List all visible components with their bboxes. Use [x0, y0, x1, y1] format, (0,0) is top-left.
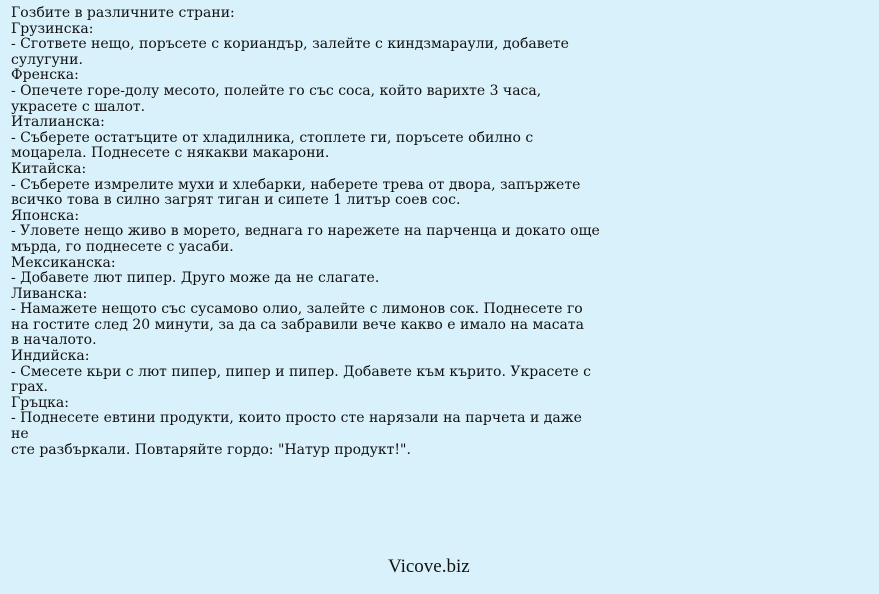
section-text-line: грах.: [11, 379, 48, 396]
section-text-line: на гостите след 20 минути, за да са забравили вече какво е имало на масата: [11, 316, 584, 333]
section-heading-mexican: Мексиканска:: [11, 254, 116, 271]
section-heading-lebanese: Ливанска:: [11, 285, 88, 302]
document-body: [11, 6, 601, 458]
section-text-line: - Добавете лют пипер. Друго може да не слагате.: [11, 270, 380, 287]
section-text-line: - Съберете измрелите мухи и хлебарки, наберете трева от двора, запържете: [11, 176, 581, 193]
section-heading-georgian: Грузинска:: [11, 20, 94, 37]
section-heading-italian: Италианска:: [11, 114, 105, 131]
section-text-line: мърда, го поднесете с уасаби.: [11, 238, 234, 255]
section-text-line: - Смесете кьри с лют пипер, пипер и пипер. Добавете към кърито. Украсете с: [11, 363, 591, 380]
section-text-line: - Съберете остатъците от хладилника, стоплете ги, поръсете обилно с: [11, 129, 534, 146]
section-text-line: сулугуни.: [11, 51, 83, 68]
section-text-line: - Уловете нещо живо в морето, веднага го нарежете на парченца и докато още: [11, 223, 600, 240]
section-heading-japanese: Японска:: [11, 207, 80, 224]
section-heading-chinese: Китайска:: [11, 160, 87, 177]
document-title: Гозбите в различните страни:: [11, 5, 235, 21]
site-watermark: Vicove.biz: [388, 556, 470, 577]
section-heading-french: Френска:: [11, 67, 79, 84]
section-heading-greek: Гръцка:: [11, 394, 69, 411]
section-text-line: - Намажете нещото със сусамово олио, залейте с лимонов сок. Поднесете го: [11, 301, 583, 318]
section-text-line: моцарела. Поднесете с някакви макарони.: [11, 145, 330, 162]
section-text-line: в началото.: [11, 332, 97, 349]
section-text-line: - Опечете горе-долу месото, полейте го със соса, който варихте 3 часа,: [11, 82, 542, 99]
section-text-line: - Сгответе нещо, поръсете с кориандър, залейте с киндзмараули, добавете: [11, 36, 569, 53]
section-text-line: сте разбъркали. Повтаряйте гордо: "Натур продукт!".: [11, 441, 411, 458]
section-text-line: - Поднесете евтини продукти, които просто сте нарязали на парчета и даже не: [11, 410, 587, 443]
section-text-line: украсете с шалот.: [11, 98, 146, 115]
section-heading-indian: Индийска:: [11, 348, 90, 365]
section-text-line: всичко това в силно загрят тиган и сипете 1 литър соев сос.: [11, 192, 461, 209]
